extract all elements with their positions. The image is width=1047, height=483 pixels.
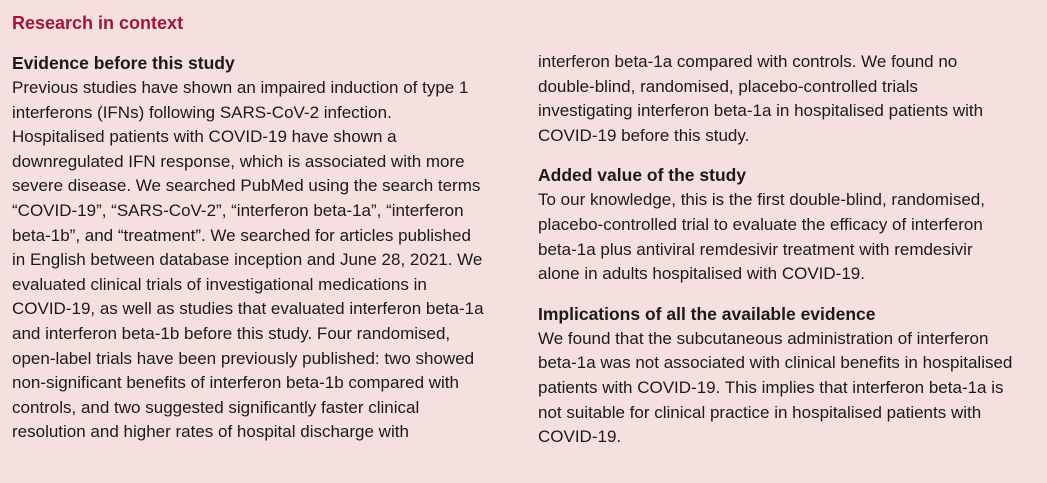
right-column bbox=[538, 50, 1038, 450]
panel-title: Research in context bbox=[12, 13, 184, 33]
section-heading-evidence: Evidence before this study bbox=[12, 53, 235, 73]
text-line: interferons (IFNs) following SARS-CoV-2 infection. bbox=[12, 102, 392, 122]
text-line: controls, and two suggested significantly faster clinical bbox=[12, 397, 420, 417]
left-column bbox=[12, 50, 512, 445]
section-heading-implications: Implications of all the available evidence bbox=[538, 303, 876, 324]
text-line: evaluated clinical trials of investigational medications in bbox=[12, 274, 427, 294]
text-line: double-blind, randomised, placebo-controlled trials bbox=[538, 76, 918, 96]
text-line: COVID-19 before this study. bbox=[538, 125, 750, 145]
text-line: in English between database inception and June 28, 2021. We bbox=[12, 250, 483, 270]
text-line: not suitable for clinical practice in hospitalised patients with bbox=[538, 402, 982, 422]
text-line: beta-1b”, and “treatment”. We searched for articles published bbox=[12, 225, 471, 245]
section-body-evidence-continued bbox=[538, 50, 1038, 148]
section-heading-added-value: Added value of the study bbox=[538, 165, 747, 186]
text-line: downregulated IFN response, which is associated with more bbox=[12, 151, 465, 171]
text-line: placebo-controlled trial to evaluate the efficacy of interferon bbox=[538, 214, 983, 234]
section-body-implications bbox=[538, 327, 1038, 450]
text-line: and interferon beta-1b before this study. Four randomised, bbox=[12, 323, 451, 343]
text-line: severe disease. We searched PubMed using the search terms bbox=[12, 176, 481, 196]
text-line: To our knowledge, this is the first double-blind, randomised, bbox=[538, 190, 985, 210]
text-line: non-significant benefits of interferon beta-1b compared with bbox=[12, 373, 459, 393]
text-line: investigating interferon beta-1a in hospitalised patients with bbox=[538, 101, 984, 121]
text-line: Previous studies have shown an impaired induction of type 1 bbox=[12, 78, 469, 97]
text-line: patients with COVID-19. This implies that interferon beta-1a is bbox=[538, 377, 1004, 397]
text-line: We found that the subcutaneous administration of interferon bbox=[538, 328, 989, 348]
text-line: beta-1a plus antiviral remdesivir treatment with remdesivir bbox=[538, 239, 973, 259]
text-line: COVID-19. bbox=[538, 427, 622, 447]
text-line: resolution and higher rates of hospital discharge with bbox=[12, 422, 409, 442]
section-gap bbox=[538, 287, 1038, 301]
text-line: “COVID-19”, “SARS-CoV-2”, “interferon beta-1a”, “interferon bbox=[12, 200, 464, 220]
section-gap bbox=[538, 148, 1038, 162]
text-line: Hospitalised patients with COVID-19 have shown a bbox=[12, 127, 397, 147]
text-line: alone in adults hospitalised with COVID-19. bbox=[538, 264, 865, 284]
section-body-evidence bbox=[12, 76, 512, 445]
panel-columns bbox=[12, 50, 1047, 480]
text-line: interferon beta-1a compared with controls. We found no bbox=[538, 52, 958, 71]
text-line: COVID-19, as well as studies that evaluated interferon beta-1a bbox=[12, 299, 484, 319]
text-line: beta-1a was not associated with clinical benefits in hospitalised bbox=[538, 353, 1013, 373]
section-body-added-value bbox=[538, 188, 1038, 286]
text-line: open-label trials have been previously published: two showed bbox=[12, 348, 475, 368]
